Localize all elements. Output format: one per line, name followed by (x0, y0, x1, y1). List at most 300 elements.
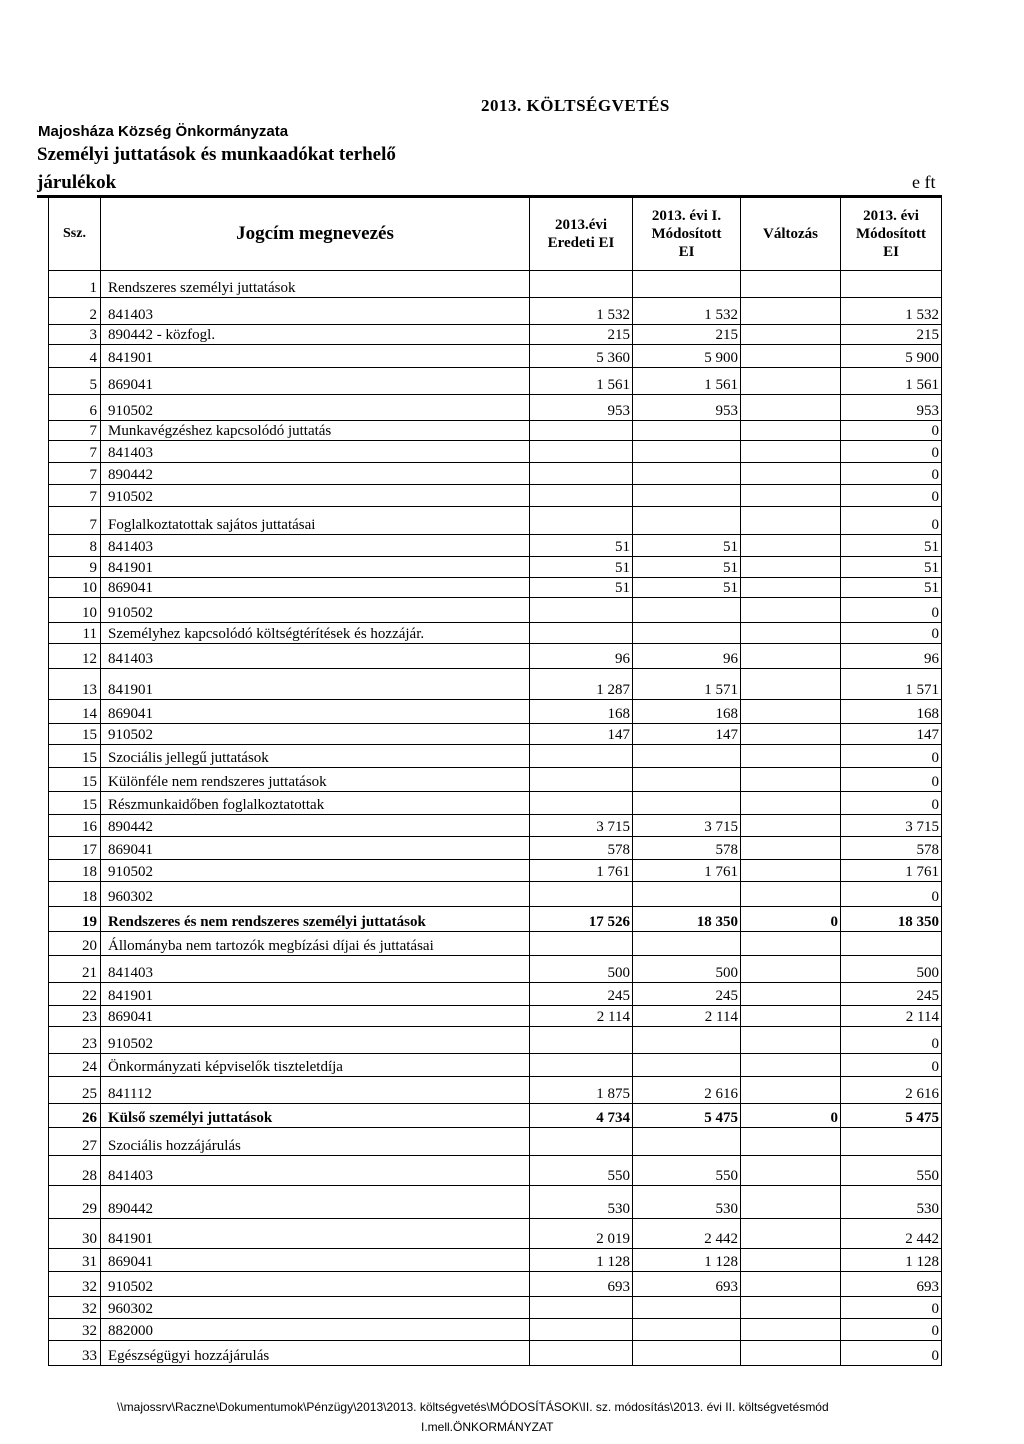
mod1-value: 1 761 (633, 860, 741, 882)
row-title: 910502 (101, 1272, 530, 1297)
mod1-value: 5 475 (633, 1104, 741, 1128)
mod2-value: 0 (841, 1297, 942, 1319)
valtozas-value (741, 535, 841, 557)
table-row (49, 535, 942, 557)
eredeti-value: 96 (530, 644, 633, 669)
row-title: 882000 (101, 1319, 530, 1341)
table-row (49, 1297, 942, 1319)
row-title: 841112 (101, 1077, 530, 1104)
row-number: 16 (49, 815, 101, 837)
valtozas-value (741, 557, 841, 578)
table-row (49, 395, 942, 421)
row-title: 841403 (101, 298, 530, 325)
mod1-value: 1 571 (633, 669, 741, 700)
row-title: 890442 (101, 1186, 530, 1219)
eredeti-value: 1 561 (530, 368, 633, 395)
row-title: 841901 (101, 983, 530, 1006)
row-number: 20 (49, 932, 101, 956)
valtozas-value (741, 860, 841, 882)
row-number: 18 (49, 860, 101, 882)
valtozas-value (741, 644, 841, 669)
valtozas-value (741, 815, 841, 837)
valtozas-value (741, 768, 841, 792)
sheet-name-footer: I.mell.ÖNKORMÁNYZAT (421, 1420, 554, 1434)
budget-table-container (48, 197, 942, 1366)
table-row (49, 956, 942, 983)
row-title: 841901 (101, 345, 530, 368)
row-title: Állományba nem tartozók megbízási díjai és juttatásai (101, 932, 530, 956)
col-header-ssz: Ssz. (49, 198, 101, 271)
eredeti-value (530, 882, 633, 907)
table-row (49, 932, 942, 956)
mod1-value (633, 1027, 741, 1054)
col-header-mod2-line3: EI (883, 244, 899, 260)
mod2-value: 550 (841, 1156, 942, 1186)
mod1-value (633, 1297, 741, 1319)
eredeti-value: 1 128 (530, 1249, 633, 1272)
row-number: 32 (49, 1319, 101, 1341)
valtozas-value (741, 1077, 841, 1104)
row-number: 9 (49, 557, 101, 578)
mod1-value (633, 463, 741, 485)
row-title: 869041 (101, 1249, 530, 1272)
row-number: 25 (49, 1077, 101, 1104)
row-number: 23 (49, 1027, 101, 1054)
table-row (49, 345, 942, 368)
mod2-value: 96 (841, 644, 942, 669)
valtozas-value (741, 745, 841, 768)
col-header-valtozas: Változás (741, 198, 841, 271)
row-number: 7 (49, 441, 101, 463)
mod1-value (633, 623, 741, 644)
eredeti-value (530, 1341, 633, 1366)
row-title: Részmunkaidőben foglalkoztatottak (101, 792, 530, 815)
col-header-jogcim: Jogcím megnevezés (101, 198, 530, 271)
row-number: 6 (49, 395, 101, 421)
eredeti-value (530, 485, 633, 507)
row-title: 869041 (101, 1006, 530, 1027)
row-title: Szociális hozzájárulás (101, 1128, 530, 1156)
eredeti-value (530, 271, 633, 298)
row-number: 26 (49, 1104, 101, 1128)
row-number: 8 (49, 535, 101, 557)
table-row (49, 1319, 942, 1341)
valtozas-value (741, 271, 841, 298)
eredeti-value (530, 1319, 633, 1341)
eredeti-value: 500 (530, 956, 633, 983)
valtozas-value (741, 956, 841, 983)
row-title: Szociális jellegű juttatások (101, 745, 530, 768)
valtozas-value (741, 932, 841, 956)
mod1-value: 550 (633, 1156, 741, 1186)
table-body (49, 271, 942, 1366)
valtozas-value (741, 395, 841, 421)
eredeti-value (530, 507, 633, 535)
valtozas-value (741, 1006, 841, 1027)
mod2-value (841, 932, 942, 956)
valtozas-value (741, 1272, 841, 1297)
table-row (49, 1249, 942, 1272)
mod2-value (841, 271, 942, 298)
eredeti-value (530, 1054, 633, 1077)
row-number: 5 (49, 368, 101, 395)
eredeti-value (530, 1297, 633, 1319)
eredeti-value (530, 1027, 633, 1054)
valtozas-value (741, 325, 841, 345)
row-title: 869041 (101, 700, 530, 724)
mod2-value: 168 (841, 700, 942, 724)
valtozas-value (741, 1128, 841, 1156)
eredeti-value: 168 (530, 700, 633, 724)
col-header-eredeti-line2: Eredeti EI (547, 235, 615, 251)
valtozas-value (741, 837, 841, 860)
eredeti-value (530, 598, 633, 623)
row-title: 890442 - közfogl. (101, 325, 530, 345)
row-number: 15 (49, 768, 101, 792)
mod1-value (633, 598, 741, 623)
table-subtitle-line1: Személyi juttatások és munkaadókat terhelő (37, 144, 396, 165)
table-row (49, 745, 942, 768)
col-header-mod1 (633, 198, 741, 271)
row-title: Egészségügyi hozzájárulás (101, 1341, 530, 1366)
table-row (49, 1077, 942, 1104)
row-title: 841403 (101, 535, 530, 557)
table-row (49, 463, 942, 485)
mod2-value: 693 (841, 1272, 942, 1297)
mod1-value (633, 882, 741, 907)
valtozas-value (741, 792, 841, 815)
valtozas-value (741, 368, 841, 395)
table-row (49, 623, 942, 644)
mod2-value: 0 (841, 1319, 942, 1341)
mod1-value (633, 507, 741, 535)
mod1-value: 5 900 (633, 345, 741, 368)
valtozas-value (741, 983, 841, 1006)
eredeti-value: 215 (530, 325, 633, 345)
mod1-value: 215 (633, 325, 741, 345)
row-number: 31 (49, 1249, 101, 1272)
table-row (49, 983, 942, 1006)
row-number: 28 (49, 1156, 101, 1186)
valtozas-value (741, 463, 841, 485)
eredeti-value: 693 (530, 1272, 633, 1297)
table-row (49, 1186, 942, 1219)
row-number: 7 (49, 485, 101, 507)
eredeti-value: 1 761 (530, 860, 633, 882)
row-number: 17 (49, 837, 101, 860)
row-number: 1 (49, 271, 101, 298)
mod2-value: 215 (841, 325, 942, 345)
mod1-value: 530 (633, 1186, 741, 1219)
mod2-value: 0 (841, 623, 942, 644)
mod2-value: 2 442 (841, 1219, 942, 1249)
mod1-value: 51 (633, 578, 741, 598)
row-title: 841403 (101, 1156, 530, 1186)
row-title: 960302 (101, 1297, 530, 1319)
mod1-value (633, 1319, 741, 1341)
eredeti-value: 953 (530, 395, 633, 421)
mod2-value: 0 (841, 1054, 942, 1077)
valtozas-value (741, 1156, 841, 1186)
row-title: 910502 (101, 485, 530, 507)
eredeti-value (530, 463, 633, 485)
row-number: 24 (49, 1054, 101, 1077)
table-row (49, 368, 942, 395)
eredeti-value (530, 441, 633, 463)
mod1-value: 1 128 (633, 1249, 741, 1272)
mod2-value: 1 761 (841, 860, 942, 882)
eredeti-value (530, 932, 633, 956)
row-number: 14 (49, 700, 101, 724)
row-title: Külső személyi juttatások (101, 1104, 530, 1128)
valtozas-value (741, 882, 841, 907)
row-title: 960302 (101, 882, 530, 907)
document-title: 2013. KÖLTSÉGVETÉS (481, 96, 670, 115)
mod2-value: 0 (841, 792, 942, 815)
row-number: 11 (49, 623, 101, 644)
mod2-value: 1 128 (841, 1249, 942, 1272)
table-row (49, 507, 942, 535)
eredeti-value: 578 (530, 837, 633, 860)
table-row (49, 837, 942, 860)
mod2-value: 0 (841, 441, 942, 463)
file-path-footer: \\majossrv\Raczne\Dokumentumok\Pénzügy\2013\2013. költségvetés\MÓDOSÍTÁSOK\II. sz. módosítás\2013. évi II. költségvetésmód (117, 1400, 829, 1414)
row-title: 890442 (101, 815, 530, 837)
mod1-value (633, 932, 741, 956)
table-row (49, 1156, 942, 1186)
table-row (49, 421, 942, 441)
row-number: 7 (49, 421, 101, 441)
row-number: 7 (49, 463, 101, 485)
row-title: 869041 (101, 368, 530, 395)
eredeti-value (530, 421, 633, 441)
mod2-value: 500 (841, 956, 942, 983)
row-title: 910502 (101, 395, 530, 421)
table-row (49, 860, 942, 882)
table-row (49, 1054, 942, 1077)
col-header-eredeti (530, 198, 633, 271)
row-number: 10 (49, 598, 101, 623)
mod1-value: 2 616 (633, 1077, 741, 1104)
row-number: 7 (49, 507, 101, 535)
mod1-value: 51 (633, 557, 741, 578)
mod2-value: 0 (841, 768, 942, 792)
row-title: Különféle nem rendszeres juttatások (101, 768, 530, 792)
col-header-mod1-line3: EI (678, 244, 695, 260)
eredeti-value: 530 (530, 1186, 633, 1219)
valtozas-value (741, 1249, 841, 1272)
mod1-value (633, 421, 741, 441)
row-number: 18 (49, 882, 101, 907)
mod2-value: 2 114 (841, 1006, 942, 1027)
row-title: 841403 (101, 644, 530, 669)
eredeti-value: 3 715 (530, 815, 633, 837)
mod2-value: 0 (841, 882, 942, 907)
valtozas-value (741, 485, 841, 507)
valtozas-value (741, 298, 841, 325)
mod2-value: 3 715 (841, 815, 942, 837)
table-row (49, 792, 942, 815)
mod1-value (633, 1128, 741, 1156)
eredeti-value: 1 532 (530, 298, 633, 325)
mod1-value (633, 792, 741, 815)
valtozas-value (741, 1319, 841, 1341)
mod2-value (841, 1128, 942, 1156)
mod2-value: 147 (841, 724, 942, 745)
row-number: 29 (49, 1186, 101, 1219)
valtozas-value (741, 1054, 841, 1077)
mod1-value: 693 (633, 1272, 741, 1297)
row-title: Rendszeres és nem rendszeres személyi juttatások (101, 907, 530, 932)
eredeti-value: 2 114 (530, 1006, 633, 1027)
valtozas-value (741, 1027, 841, 1054)
eredeti-value (530, 792, 633, 815)
mod1-value: 147 (633, 724, 741, 745)
eredeti-value: 51 (530, 578, 633, 598)
mod2-value: 51 (841, 557, 942, 578)
row-title: Foglalkoztatottak sajátos juttatásai (101, 507, 530, 535)
table-row (49, 598, 942, 623)
valtozas-value (741, 1186, 841, 1219)
mod2-value: 51 (841, 578, 942, 598)
table-row (49, 768, 942, 792)
row-title: Önkormányzati képviselők tiszteletdíja (101, 1054, 530, 1077)
row-title: 910502 (101, 1027, 530, 1054)
mod1-value (633, 1341, 741, 1366)
row-number: 19 (49, 907, 101, 932)
table-row (49, 815, 942, 837)
mod2-value: 0 (841, 1341, 942, 1366)
table-row (49, 724, 942, 745)
row-number: 3 (49, 325, 101, 345)
col-header-mod2 (841, 198, 942, 271)
table-subtitle-line2: járulékok (37, 172, 117, 193)
mod1-value: 953 (633, 395, 741, 421)
col-header-mod2-line1: 2013. évi (863, 208, 919, 224)
mod1-value (633, 745, 741, 768)
table-row (49, 325, 942, 345)
row-number: 2 (49, 298, 101, 325)
budget-table (48, 197, 942, 1366)
row-title: 841901 (101, 557, 530, 578)
mod2-value: 0 (841, 485, 942, 507)
eredeti-value: 4 734 (530, 1104, 633, 1128)
table-row (49, 1128, 942, 1156)
row-number: 12 (49, 644, 101, 669)
row-title: 841901 (101, 669, 530, 700)
eredeti-value: 51 (530, 557, 633, 578)
mod1-value: 2 442 (633, 1219, 741, 1249)
row-title: 910502 (101, 860, 530, 882)
table-row (49, 1027, 942, 1054)
table-row (49, 1006, 942, 1027)
mod1-value: 168 (633, 700, 741, 724)
unit-label: e ft (912, 172, 936, 192)
row-title: 841403 (101, 441, 530, 463)
eredeti-value: 51 (530, 535, 633, 557)
table-row (49, 882, 942, 907)
valtozas-value (741, 724, 841, 745)
row-number: 10 (49, 578, 101, 598)
mod1-value: 500 (633, 956, 741, 983)
mod1-value (633, 1054, 741, 1077)
table-row (49, 441, 942, 463)
mod1-value: 2 114 (633, 1006, 741, 1027)
eredeti-value: 17 526 (530, 907, 633, 932)
valtozas-value (741, 441, 841, 463)
row-number: 13 (49, 669, 101, 700)
valtozas-value (741, 421, 841, 441)
mod2-value: 0 (841, 1027, 942, 1054)
eredeti-value: 5 360 (530, 345, 633, 368)
table-row (49, 1272, 942, 1297)
mod2-value: 2 616 (841, 1077, 942, 1104)
row-title: 890442 (101, 463, 530, 485)
col-header-mod1-line2: Módosított (651, 226, 722, 242)
mod2-value: 953 (841, 395, 942, 421)
mod1-value (633, 271, 741, 298)
row-number: 15 (49, 792, 101, 815)
mod1-value: 1 532 (633, 298, 741, 325)
mod2-value: 245 (841, 983, 942, 1006)
eredeti-value (530, 1128, 633, 1156)
mod2-value: 0 (841, 463, 942, 485)
mod2-value: 0 (841, 745, 942, 768)
mod2-value: 51 (841, 535, 942, 557)
valtozas-value: 0 (741, 907, 841, 932)
mod2-value: 0 (841, 421, 942, 441)
valtozas-value (741, 578, 841, 598)
mod2-value: 578 (841, 837, 942, 860)
col-header-mod2-line2: Módosított (856, 226, 926, 242)
col-header-mod1-line1: 2013. évi I. (651, 208, 722, 224)
table-row (49, 700, 942, 724)
mod2-value: 5 475 (841, 1104, 942, 1128)
row-number: 21 (49, 956, 101, 983)
valtozas-value (741, 598, 841, 623)
mod1-value (633, 485, 741, 507)
row-number: 23 (49, 1006, 101, 1027)
table-row (49, 578, 942, 598)
mod2-value: 0 (841, 507, 942, 535)
table-row (49, 1219, 942, 1249)
valtozas-value (741, 623, 841, 644)
mod1-value: 245 (633, 983, 741, 1006)
row-title: 869041 (101, 837, 530, 860)
valtozas-value (741, 669, 841, 700)
eredeti-value (530, 768, 633, 792)
mod2-value: 1 532 (841, 298, 942, 325)
row-number: 15 (49, 724, 101, 745)
valtozas-value (741, 1297, 841, 1319)
mod1-value: 1 561 (633, 368, 741, 395)
mod1-value: 578 (633, 837, 741, 860)
organization-name: Majosháza Község Önkormányzata (38, 123, 289, 140)
row-number: 30 (49, 1219, 101, 1249)
table-row (49, 485, 942, 507)
row-number: 33 (49, 1341, 101, 1366)
row-title: 910502 (101, 724, 530, 745)
mod2-value: 530 (841, 1186, 942, 1219)
row-title: 841901 (101, 1219, 530, 1249)
mod2-value: 0 (841, 598, 942, 623)
row-title: Személyhez kapcsolódó költségtérítések és hozzájár. (101, 623, 530, 644)
table-header-row (49, 198, 942, 271)
row-number: 22 (49, 983, 101, 1006)
eredeti-value: 550 (530, 1156, 633, 1186)
row-number: 4 (49, 345, 101, 368)
valtozas-value (741, 507, 841, 535)
